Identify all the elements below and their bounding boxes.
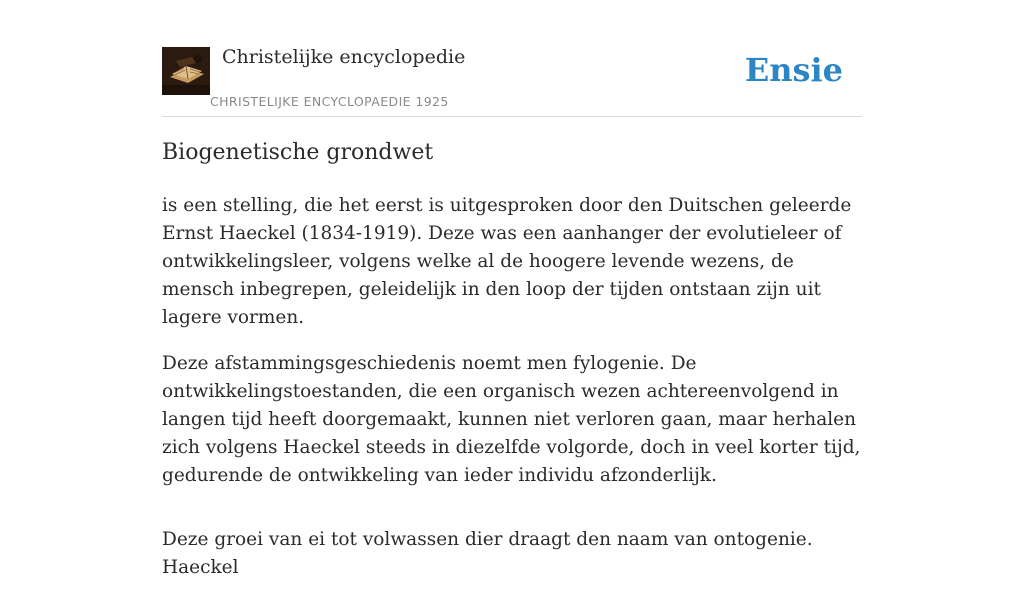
- header: [162, 0, 862, 117]
- brand-logo[interactable]: Ensie: [744, 51, 843, 89]
- article-title: Biogenetische grondwet: [162, 140, 434, 165]
- paragraph: Deze groei van ei tot volwassen dier draagt den naam van ontogenie. Haeckel: [162, 529, 813, 578]
- site-title[interactable]: Christelijke encyclopedie: [222, 46, 466, 68]
- paragraph: Deze afstammingsgeschiedenis noemt men fylogenie. De ontwikkelingstoestanden, die een organisch wezen achtereenvolgend in langen tijd heeft doorgemaakt, kunnen niet verloren gaan, maar herhalen zich volgens Haeckel steeds in diezelfde volgorde, doch in veel korter tijd, gedurende de ontwikkeling van ieder individu afzonderlijk.: [162, 353, 861, 486]
- book-thumbnail-icon[interactable]: [162, 47, 210, 95]
- paragraph: is een stelling, die het eerst is uitgesproken door den Duitschen geleerde Ernst Haeckel (1834-1919). Deze was een aanhanger der evolutieleer of ontwikkelingsleer, volgens welke al de hoogere levende wezens, de mensch inbegrepen, geleidelijk in den loop der tijden ontstaan zijn uit lagere vormen.: [162, 195, 852, 328]
- page-container: [162, 0, 862, 578]
- site-subtitle: CHRISTELIJKE ENCYCLOPAEDIE 1925: [210, 94, 449, 109]
- article-body: [162, 192, 862, 600]
